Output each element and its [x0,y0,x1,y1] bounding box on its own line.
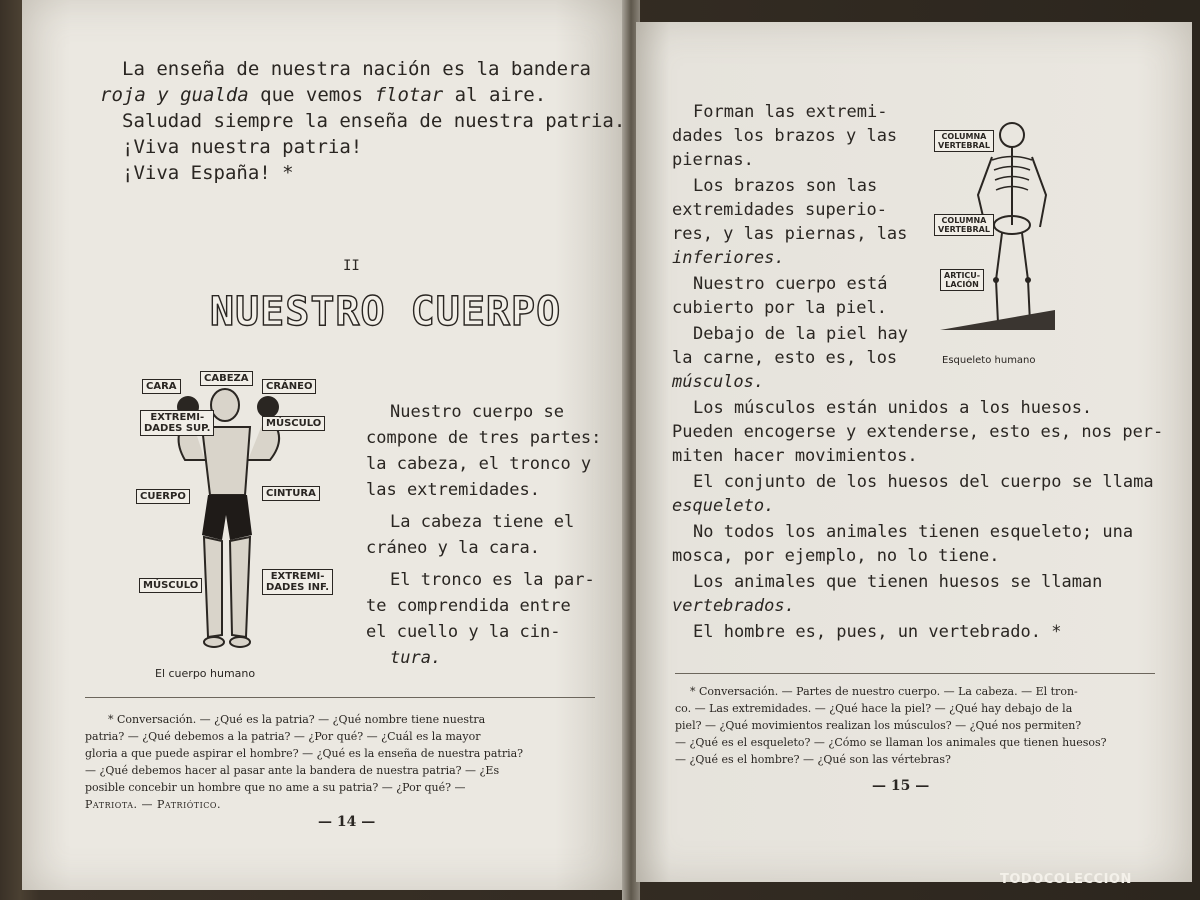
left-footnote-2: patria? — ¿Qué debemos a la patria? — ¿Por qué? — ¿Cuál es la mayor [85,730,481,743]
section-title-text: NUESTRO CUERPO [210,289,562,335]
right-footnote-1: * Conversación. — Partes de nuestro cuerpo. — La cabeza. — El tron- [690,685,1078,698]
right-footnote-rule [675,673,1155,674]
left-footnote-3: gloria a que puede aspirar el hombre? — ¿Qué es la enseña de nuestra patria? [85,747,524,760]
right-body-line-10: El hombre es, pues, un vertebrado. * [693,622,1062,642]
left-body-line-6: cráneo y la cara. [366,538,540,558]
left-footnote-rule [85,697,595,698]
watermark-text: TODOCOLECCION [1000,872,1132,887]
right-top-line-10: Debajo de la piel hay [693,324,908,344]
right-top-line-3: piernas. [672,150,754,170]
right-top-line-2: dades los brazos y las [672,126,898,146]
left-footnote-1: * Conversación. — ¿Qué es la patria? — ¿Qué nombre tiene nuestra [108,713,486,726]
left-body-line-1: Nuestro cuerpo se [390,402,564,422]
figure-caption: El cuerpo humano [155,667,256,680]
right-body-line-9: vertebrados. [672,596,795,616]
right-body-line-1: Los músculos están unidos a los huesos. [693,398,1093,418]
right-footnote-2: co. — Las extremidades. — ¿Qué hace la piel? — ¿Qué hay debajo de la [675,702,1073,715]
label-extremidades-sup: EXTREMI- DADES SUP. [140,410,214,436]
right-top-line-4: Los brazos son las [693,176,878,196]
left-body-line-10: tura. [390,648,442,668]
left-footnote-4: — ¿Qué debemos hacer al pasar ante la bandera de nuestra patria? — ¿Es [85,764,500,777]
right-footnote-4: — ¿Qué es el esqueleto? — ¿Cómo se llaman los animales que tienen huesos? [675,736,1107,749]
label-cuerpo: CUERPO [136,489,190,504]
right-top-line-12: músculos. [672,372,765,392]
right-top-line-1: Forman las extremi- [693,102,888,122]
skeleton-caption: Esqueleto humano [942,355,1036,366]
intro-line-5: ¡Viva España! * [122,162,294,184]
left-body-line-5: La cabeza tiene el [390,512,575,532]
left-footnote-6: Patriota. — Patriótico. [85,798,221,811]
right-top-line-8: Nuestro cuerpo está [693,274,888,294]
right-top-line-6: res, y las piernas, las [672,224,908,244]
label-articulacion: ARTICU- LACIÓN [940,269,984,291]
left-body-line-7: El tronco es la par- [390,570,595,590]
left-body-line-8: te comprendida entre [366,596,571,616]
label-cintura: CINTURA [262,486,320,501]
label-extremidades-inf: EXTREMI- DADES INF. [262,569,333,595]
right-body-line-7: mosca, por ejemplo, no lo tiene. [672,546,1000,566]
right-top-line-7: inferiores. [672,248,785,268]
right-body-line-5: esqueleto. [672,496,775,516]
left-footnote-5: posible concebir un hombre que no ame a su patria? — ¿Por qué? — [85,781,466,794]
right-footnote-3: piel? — ¿Qué movimientos realizan los músculos? — ¿Qué nos permiten? [675,719,1082,732]
section-number: II [343,258,360,274]
label-columna-vertebral-1: COLUMNA VERTEBRAL [934,130,994,152]
right-page-number: — 15 — [872,778,930,794]
label-columna-vertebral-2: COLUMNA VERTEBRAL [934,214,994,236]
label-craneo: CRÁNEO [262,379,316,394]
right-top-line-11: la carne, esto es, los [672,348,898,368]
right-footnote-5: — ¿Qué es el hombre? — ¿Qué son las vértebras? [675,753,951,766]
label-cabeza: CABEZA [200,371,253,386]
section-title [210,286,562,338]
intro-line-2: roja y gualda que vemos flotar al aire. [100,84,547,106]
right-body-line-2: Pueden encogerse y extenderse, esto es, nos per- [672,422,1164,442]
right-top-line-9: cubierto por la piel. [672,298,887,318]
right-top-line-5: extremidades superio- [672,200,887,220]
label-cara: CARA [142,379,181,394]
intro-line-3: Saludad siempre la enseña de nuestra patria. [122,110,626,132]
intro-line-1: La enseña de nuestra nación es la bandera [122,58,591,80]
label-musculo-top: MÚSCULO [262,416,325,431]
right-body-line-4: El conjunto de los huesos del cuerpo se llama [693,472,1154,492]
right-body-line-8: Los animales que tienen huesos se llaman [693,572,1103,592]
intro-line-4: ¡Viva nuestra patria! [122,136,363,158]
left-body-line-4: las extremidades. [366,480,540,500]
right-body-line-6: No todos los animales tienen esqueleto; una [693,522,1134,542]
right-body-line-3: miten hacer movimientos. [672,446,918,466]
left-page-number: — 14 — [318,814,376,830]
left-body-line-9: el cuello y la cin- [366,622,561,642]
left-body-line-2: compone de tres partes: [366,428,602,448]
left-body-line-3: la cabeza, el tronco y [366,454,592,474]
label-musculo-bottom: MÚSCULO [139,578,202,593]
